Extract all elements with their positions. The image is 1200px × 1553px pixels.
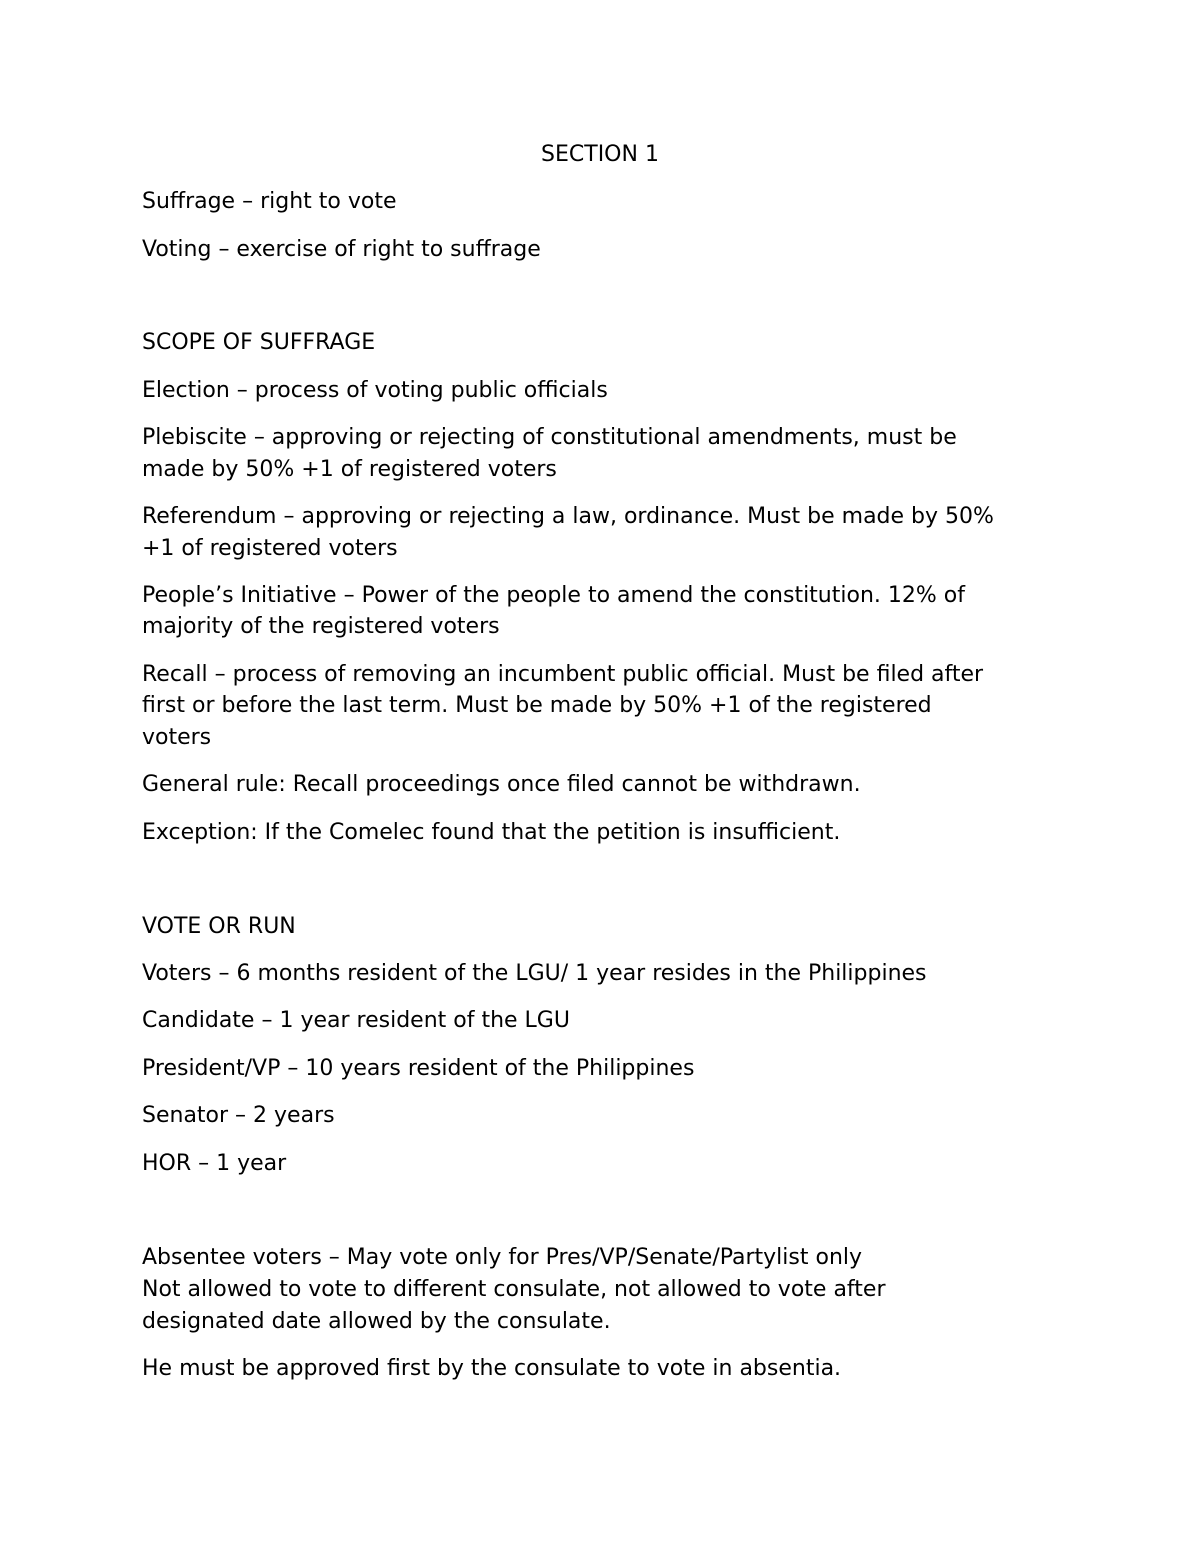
absentee-line-3: designated date allowed by the consulate. <box>142 1309 611 1334</box>
scope-election: Election – process of voting public officials <box>142 378 608 403</box>
scope-plebiscite-line-2: made by 50% +1 of registered voters <box>142 457 557 482</box>
scope-recall-line-2: first or before the last term. Must be made by 50% +1 of the registered <box>142 693 932 718</box>
scope-initiative-line-2: majority of the registered voters <box>142 614 500 639</box>
absentee-line-1: Absentee voters – May vote only for Pres/VP/Senate/Partylist only <box>142 1245 863 1270</box>
residency-hor: HOR – 1 year <box>142 1151 287 1176</box>
section-title: SECTION 1 <box>541 142 659 167</box>
absentee-line-2: Not allowed to vote to different consulate, not allowed to vote after <box>142 1277 886 1302</box>
scope-referendum-line-2: +1 of registered voters <box>142 536 398 561</box>
residency-senator: Senator – 2 years <box>142 1103 335 1128</box>
vote-heading: VOTE OR RUN <box>142 914 296 939</box>
residency-president-vp: President/VP – 10 years resident of the Philippines <box>142 1056 695 1081</box>
recall-general-rule: General rule: Recall proceedings once filed cannot be withdrawn. <box>142 772 861 797</box>
scope-plebiscite-line-1: Plebiscite – approving or rejecting of constitutional amendments, must be <box>142 425 957 450</box>
absentia-note: He must be approved first by the consulate to vote in absentia. <box>142 1356 842 1381</box>
scope-recall-line-1: Recall – process of removing an incumbent public official. Must be filed after <box>142 662 984 687</box>
residency-voters: Voters – 6 months resident of the LGU/ 1 year resides in the Philippines <box>142 961 927 986</box>
scope-referendum-line-1: Referendum – approving or rejecting a law, ordinance. Must be made by 50% <box>142 504 994 529</box>
residency-candidate: Candidate – 1 year resident of the LGU <box>142 1008 570 1033</box>
scope-heading: SCOPE OF SUFFRAGE <box>142 330 376 355</box>
scope-initiative-line-1: People’s Initiative – Power of the people to amend the constitution. 12% of <box>142 583 965 608</box>
definition-voting: Voting – exercise of right to suffrage <box>142 237 541 262</box>
definition-suffrage: Suffrage – right to vote <box>142 189 397 214</box>
recall-exception: Exception: If the Comelec found that the petition is insufficient. <box>142 820 841 845</box>
scope-recall-line-3: voters <box>142 725 212 750</box>
